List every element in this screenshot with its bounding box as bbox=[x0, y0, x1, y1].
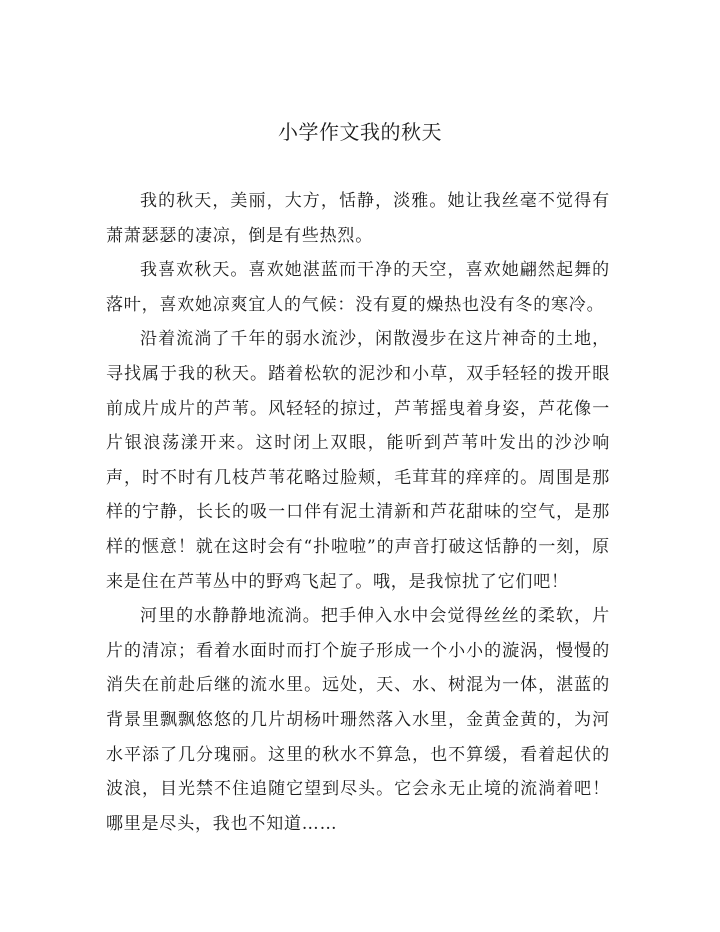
paragraph-2: 我喜欢秋天。喜欢她湛蓝而干净的天空，喜欢她翩然起舞的落叶，喜欢她凉爽宜人的气候：没有夏的燥热也没有冬的寒冷。 bbox=[106, 260, 610, 315]
document-body bbox=[106, 184, 610, 841]
paragraph-1: 我的秋天，美丽，大方，恬静，淡雅。她让我丝毫不觉得有萧萧瑟瑟的凄凉，倒是有些热烈。 bbox=[106, 191, 610, 246]
document-title: 小学作文我的秋天 bbox=[278, 120, 442, 144]
paragraph-4: 河里的水静静地流淌。把手伸入水中会觉得丝丝的柔软，片片的清凉；看着水面时而打个旋子形成一个小小的漩涡，慢慢的消失在前赴后继的流水里。远处，天、水、树混为一体，湛蓝的背景里飘飘悠悠的几片胡杨叶珊然落入水里，金黄金黄的，为河水平添了几分瑰丽。这里的秋水不算急，也不算缓，看着起伏的波浪，目光禁不住追随它望到尽头。它会永无止境的流淌着吧！哪里是尽头，我也不知道…… bbox=[106, 606, 610, 834]
paragraph-3: 沿着流淌了千年的弱水流沙，闲散漫步在这片神奇的土地，寻找属于我的秋天。踏着松软的泥沙和小草，双手轻轻的拨开眼前成片成片的芦苇。风轻轻的掠过，芦苇摇曳着身姿，芦花像一片银浪荡漾开来。这时闭上双眼，能听到芦苇叶发出的沙沙响声，时不时有几枝芦苇花略过脸颊，毛茸茸的痒痒的。周围是那样的宁静，长长的吸一口伴有泥土清新和芦花甜味的空气，是那样的惬意！就在这时会有“扑啦啦”的声音打破这恬静的一刻，原来是住在芦苇丛中的野鸡飞起了。哦，是我惊扰了它们吧！ bbox=[106, 329, 610, 592]
